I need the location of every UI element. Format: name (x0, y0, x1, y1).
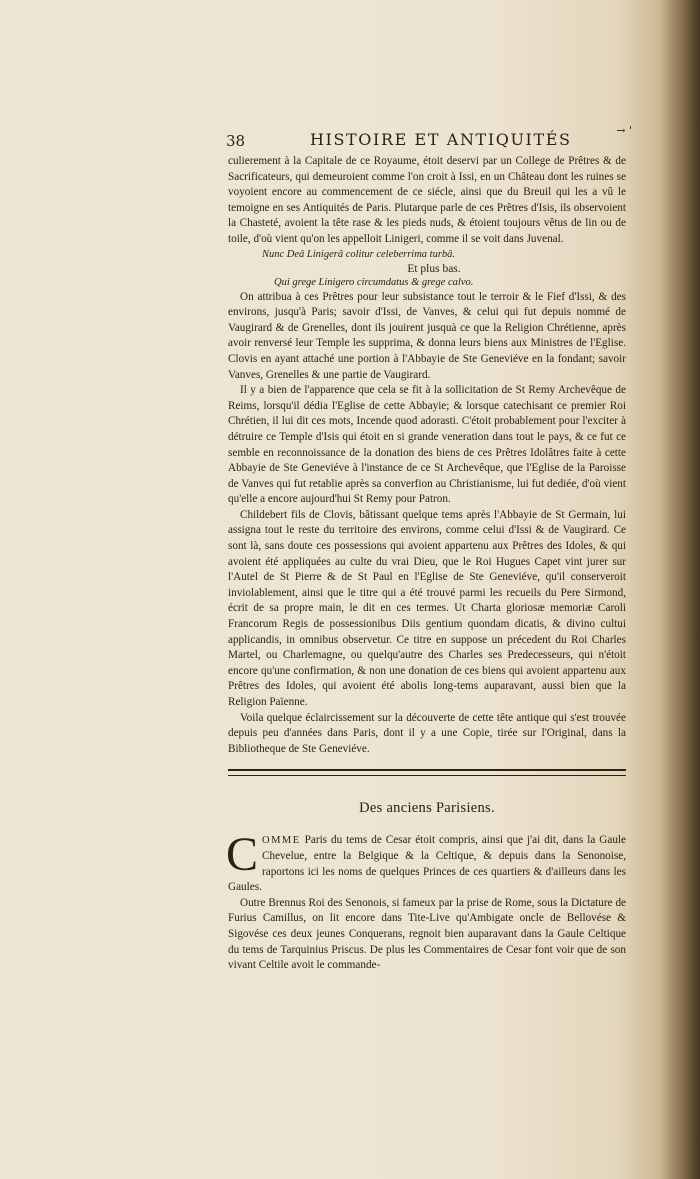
book-spine-shadow (660, 0, 700, 1179)
paragraph-4: Childebert fils de Clovis, bâtissant quelque tems après l'Abbayie de St Germain, lui assigna tout le reste du territoire des environs, comme celui d'Issi & de Vaugirard. Ce sont là, sans doute ces possessions qui avoient appartenu aux Prêtres des Idoles, & qui avoient été appliquées au culte du vrai Dieu, que le Roi Hugues Capet vint jurer sur l'Autel de St Pierre & de St Paul en l'Eglise de Ste Geneviéve, qu'il conserveroit inviolablement, ainsi que le titre qui a été trouvé parmi les recueils du Pere Sirmond, écrit de sa propre main, le dit en ces termes. Ut Charta gloriosæ memoriæ Caroli Francorum Regis de possessionibus Diis gentium quondam dicatis, & divino cultui applicandis, in omnibus observetur. Ce titre en suppose un précedent du Roi Charles Martel, ou Charlemagne, ou quelqu'autre des Charles ses Predecesseurs, qui n'étoit encore qu'une confirmation, & non une donation de ces biens qui avoient appartenu aux Prêtres des Idoles, qui avoient été abolis long-tems auparavant, aussi bien que la Religion Païenne. (228, 508, 626, 708)
running-title: HISTOIRE ET ANTIQUITÉS (310, 130, 572, 149)
paragraph-2: On attribua à ces Prêtres pour leur subsistance tout le terroir & le Fief d'Issi, & des environs, jusqu'à Paris; savoir d'Issi, de Vanves, & celui qui fut depuis nommé de Vaugirard & de Grenelles, dont ils jouirent jusquà ce que la Religion Chrétienne, après avoir renversé leur Temple les supprima, & donna leurs biens aux Ministres de l'Eglise. Clovis en ayant attaché une portion à l'Abbayie de Ste Geneviéve en la fondant; savoir Vanves, Grenelles & une partie de Vaugirard. (228, 290, 626, 381)
lead-word: OMME (262, 835, 301, 847)
paragraph-6 (226, 828, 626, 895)
section-opening (226, 828, 626, 895)
page-content (226, 124, 632, 974)
section-divider (228, 769, 626, 776)
et-plus-bas: Et plus bas. (407, 262, 461, 275)
section-title: Des anciens Parisiens. (359, 800, 495, 817)
page-header (226, 124, 632, 152)
page-number: 38 (226, 132, 246, 150)
paragraph-7: Outre Brennus Roi des Senonois, si fameux par la prise de Rome, sous la Dictature de Furius Camillus, on lit encore dans Tite-Live qu'Ambigate oncle de Bellovése & Sigovése ces deux jeunes Conquerans, regnoit bien auparavant dans la Gaule Celtique du tems de Tarquinius Priscus. De plus les Commentaires de Cesar font voir que de son vivant Celtile avoit le commande- (228, 896, 626, 972)
paragraph-5: Voila quelque éclaircissement sur la découverte de cette tête antique qui s'est trouvée depuis peu d'années dans Paris, dont il y a une Copie, tirée sur l'Original, dans la Bibliotheque de Ste Geneviéve. (228, 711, 626, 755)
paragraph-3: Il y a bien de l'apparence que cela se fit à la sollicitation de St Remy Archevêque de Reims, lorsqu'il dédia l'Eglise de cette Abbayie; & lorsque catechisant ce premier Roi Chrétien, il lui dit ces mots, Incende quod adorasti. C'étoit probablement pour l'exciter à détruire ce Temple d'Isis qui étoit en si grande veneration dans tout le pays, & ce fut ce semble en reconnoissance de la donation des biens de ces Prêtres Idolâtres faite à cette Abbayie de Ste Geneviéve à l'instance de ce St Archevêque, que l'Eglise de la Paroisse de Vanves qui fut retablie après sa converfion au Christianisme, lui fut dediée, d'où vient qu'elle a encore aujourd'hui St Remy pour Patron. (228, 384, 626, 506)
paragraph-6-text: Paris du tems de Cesar étoit compris, ainsi que j'ai dit, dans la Gaule Chevelue, entre la Belgique & la Celtique, & depuis dans la Senonoise, raportons ici les noms de quelques Princes de ces quartiers & d'ailleurs dans les Gaules. (228, 834, 626, 894)
verse-juvenal-1: Nunc Deâ Linigerâ colitur celeberrima turbâ. (262, 248, 456, 260)
paragraph-1: culierement à la Capitale de ce Royaume, étoit deservi par un College de Prêtres & de Sacrificateurs, qui demeuroient comme l'on croit à Issi, en un Château dont les ruines se voyoient encore au commencement de ce siécle, ainsi que du Breuil qui les a vû le temoigne en ses Antiquités de Paris. Plutarque parle de ces Prêtres d'Isis, ils observoient la Chasteté, avoient la tête rase & les pieds nuds, & étoient toujours vêtus de lin ou de toile, d'où vient qu'on les appelloit Linigeri, comme il se voit dans Juvenal. (228, 155, 626, 245)
verse-juvenal-2: Qui grege Linigero circumdatus & grege calvo. (274, 276, 474, 288)
drop-cap: C (226, 828, 259, 882)
corner-mark: → ' (616, 124, 632, 137)
